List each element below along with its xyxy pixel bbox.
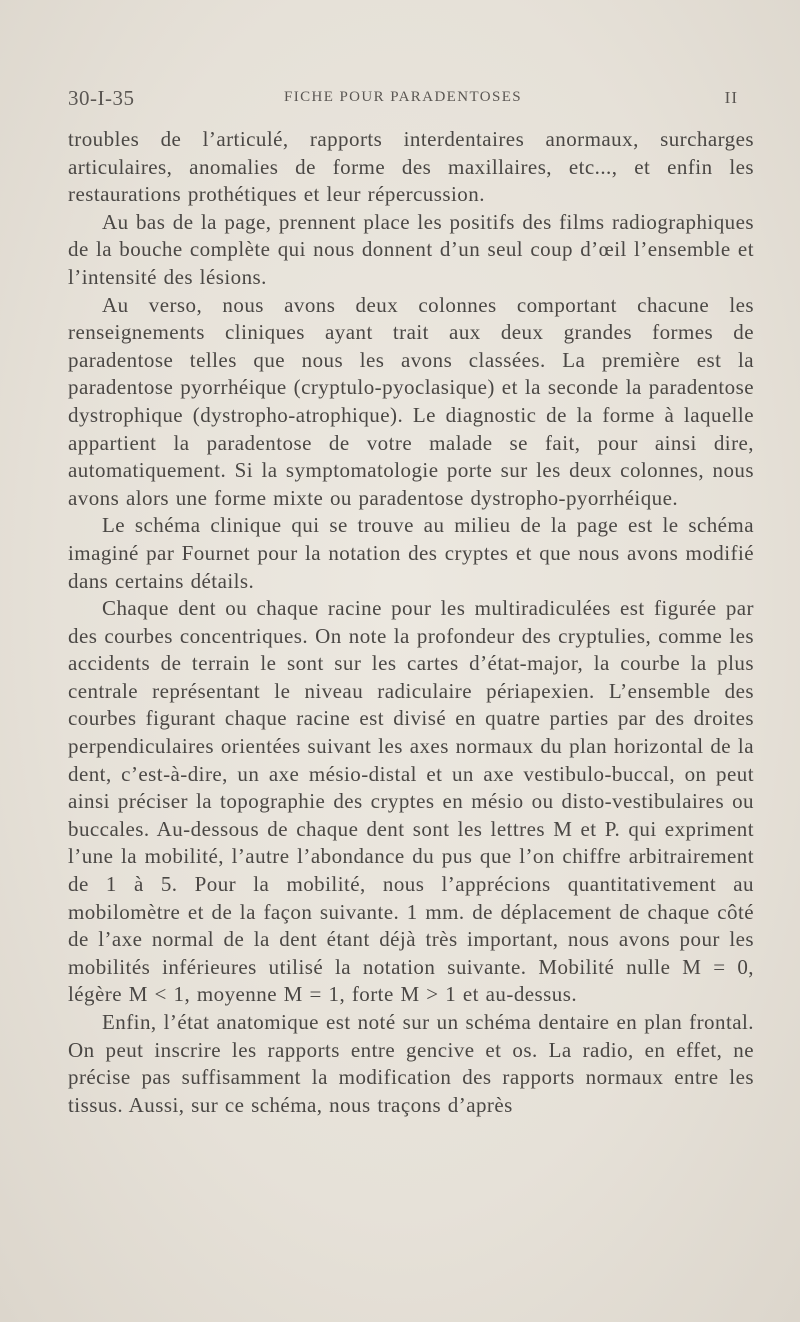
header-title: FICHE POUR PARADENTOSES: [283, 89, 523, 105]
header-date: 30-I-35: [68, 86, 135, 110]
running-header: [68, 86, 738, 110]
body-text: [68, 126, 754, 1119]
paragraph-verso-columns: Au verso, nous avons deux colonnes comportant chacune les renseignements cliniques ayant trait aux deux grandes formes de paradentose telles que nous les avons classées. La première est la paradentose pyorrhéique (cryptulo-pyoclasique) et la seconde la paradentose dystrophique (dystropho-atrophique). Le diagnostic de la forme à laquelle appartient la paradentose de votre malade se fait, pour ainsi dire, automatiquement. Si la symptomatologie porte sur les deux colonnes, nous avons alors une forme mixte ou paradentose dystropho-pyorrhéique.: [68, 292, 754, 510]
paragraph-anatomical-state: Enfin, l’état anatomique est noté sur un schéma dentaire en plan frontal. On peut inscrire les rapports entre gencive et os. La radio, en effet, ne précise pas suffisamment la modification des rapports normaux entre les tissus. Aussi, sur ce schéma, nous traçons d’après: [68, 1010, 754, 1117]
page-number: II: [724, 88, 738, 107]
paragraph-clinical-schema: Le schéma clinique qui se trouve au milieu de la page est le schéma imaginé par Fournet pour la notation des cryptes et que nous avons modifié dans certains détails.: [68, 513, 754, 593]
paragraph-curves-notation: Chaque dent ou chaque racine pour les multiradiculées est figurée par des courbes concentriques. On note la profondeur des cryptulies, comme les accidents de terrain le sont sur les cartes d’état-major, la courbe la plus centrale représentant le niveau radiculaire périapexien. L’ensemble des courbes figurant chaque racine est divisé en quatre parties par des droites perpendiculaires orientées suivant les axes normaux du plan horizontal de la dent, c’est-à-dire, un axe mésio-distal et un axe vestibulo-buccal, on peut ainsi préciser la topographie des cryptes en mésio ou disto-vestibulaires ou buccales. Au-dessous de chaque dent sont les lettres M et P. qui expriment l’une la mobilité, l’autre l’abondance du pus que l’on chiffre arbitrairement de 1 à 5. Pour la mobilité, nous l’apprécions quantitativement au mobilomètre et de la façon suivante. 1 mm. de déplacement de chaque côté de l’axe normal de la dent étant déjà très important, nous avons pour les mobilités inférieures utilisé la notation suivante. Mobilité nulle M = 0, légère M < 1, moyenne M = 1, forte M > 1 et au-dessus.: [68, 596, 754, 1007]
paragraph-continuation: troubles de l’articulé, rapports interdentaires anormaux, surcharges articulaires, anomalies de forme des maxillaires, etc..., et enfin les restaurations prothétiques et leur répercussion.: [68, 127, 754, 207]
paragraph-radiographs: Au bas de la page, prennent place les positifs des films radiographiques de la bouche complète qui nous donnent d’un seul coup d’œil l’ensemble et l’intensité des lésions.: [68, 209, 754, 289]
